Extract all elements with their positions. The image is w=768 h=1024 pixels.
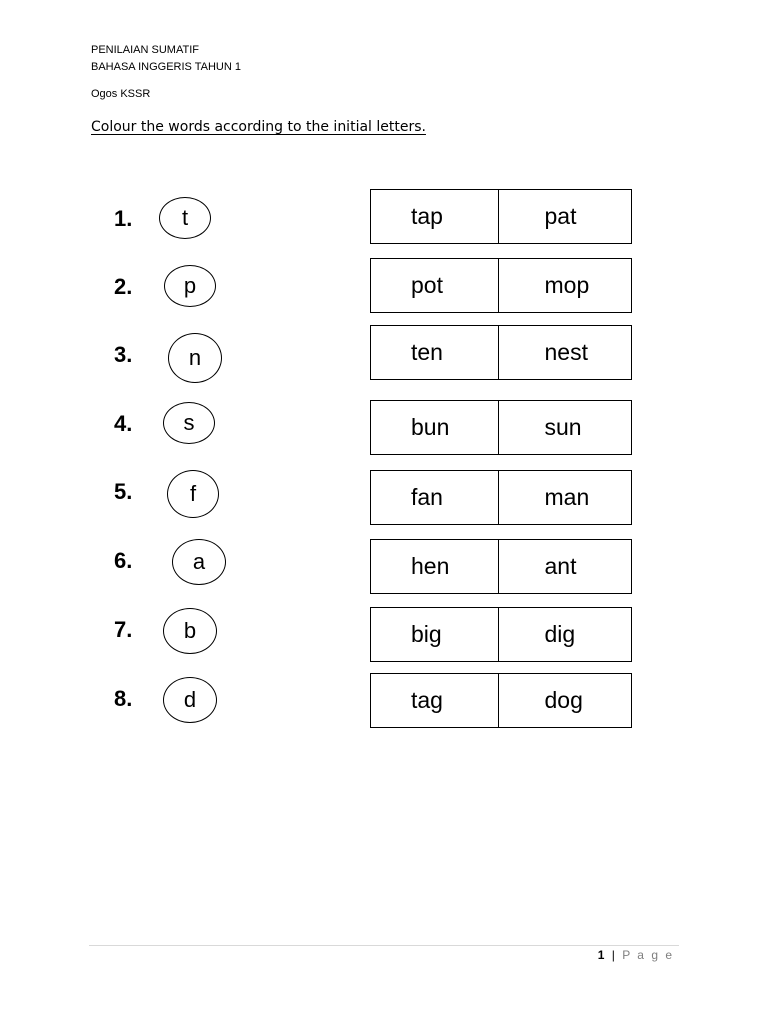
word-box [370,539,632,594]
word-box [370,258,632,313]
word-cell[interactable]: hen [411,553,450,579]
word-box [370,607,632,662]
initial-letter: t [181,205,189,230]
letter-circle [163,608,217,654]
initial-letter: p [183,273,197,298]
word-box [370,470,632,525]
word-cell[interactable]: ant [498,540,632,593]
word-cell[interactable]: bun [411,414,450,440]
page-label: P a g e [622,948,674,962]
word-cell[interactable]: fan [411,484,443,510]
item-number: 5. [114,479,133,504]
page-footer [598,948,674,962]
page-separator: | [611,948,617,962]
word-cell[interactable]: ten [411,339,443,365]
item-number: 2. [114,274,133,299]
word-cell[interactable]: big [411,621,442,647]
word-box [370,673,632,728]
word-box [370,189,632,244]
header-line-1: PENILAIAN SUMATIF [91,44,199,56]
word-box [370,400,632,455]
item-number: 4. [114,411,133,436]
header-line-2: BAHASA INGGERIS TAHUN 1 [91,61,241,73]
initial-letter: a [192,549,206,574]
item-number: 8. [114,686,133,711]
header-line-3: Ogos KSSR [91,88,151,100]
instruction: Colour the words according to the initial letters. [91,119,426,135]
word-cell[interactable]: pot [411,272,443,298]
item-number: 3. [114,342,133,367]
page-number: 1 [597,948,607,962]
footer-divider [89,945,679,946]
letter-circle [163,677,217,723]
letter-circle [163,402,215,444]
word-cell[interactable]: nest [498,326,632,379]
word-cell[interactable]: sun [498,401,632,454]
initial-letter: d [183,687,197,712]
letter-circle [159,197,211,239]
word-cell[interactable]: man [498,471,632,524]
item-number: 1. [114,206,133,231]
letter-circle [167,470,219,518]
item-number: 6. [114,548,133,573]
word-box [370,325,632,380]
word-cell[interactable]: tap [411,203,443,229]
letter-circle [164,265,216,307]
initial-letter: s [183,410,195,435]
initial-letter: b [183,618,197,643]
initial-letter: f [189,481,197,506]
letter-circle [172,539,226,585]
word-cell[interactable]: mop [498,259,632,312]
item-number: 7. [114,617,133,642]
word-cell[interactable]: dog [498,674,632,727]
letter-circle [168,333,222,383]
word-cell[interactable]: pat [498,190,632,243]
word-cell[interactable]: tag [411,687,443,713]
initial-letter: n [188,345,202,370]
word-cell[interactable]: dig [498,608,632,661]
